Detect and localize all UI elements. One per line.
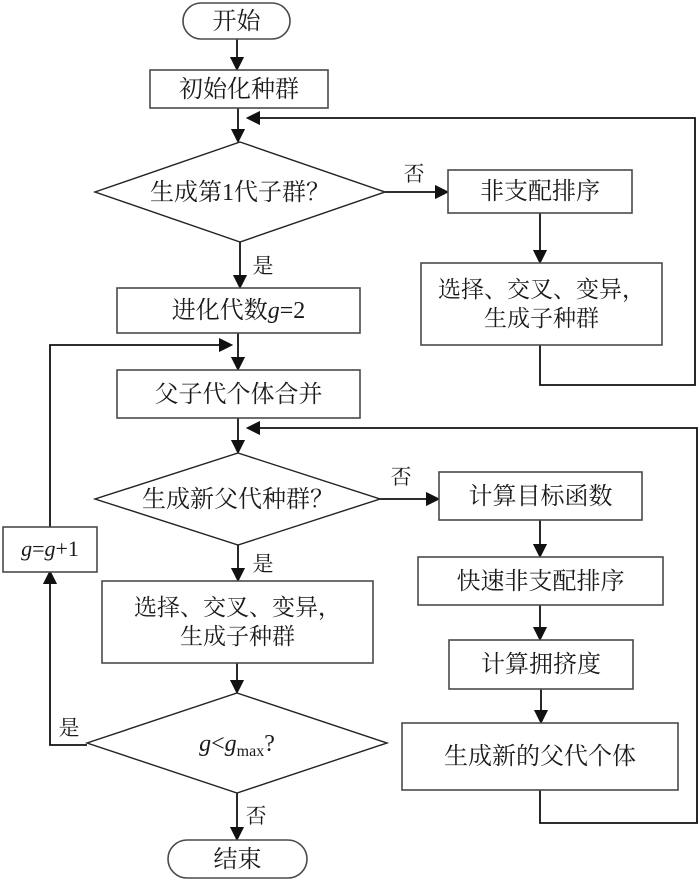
node-new-parent-individuals bbox=[402, 723, 678, 790]
scm-mid-label-line1: 选择、交叉、变异， bbox=[134, 595, 341, 620]
crowding-distance-label: 计算拥挤度 bbox=[481, 652, 601, 678]
node-g-increment bbox=[3, 527, 97, 572]
node-crowding-distance bbox=[449, 640, 633, 689]
g-max-subscript: max bbox=[236, 743, 265, 760]
scm-right-label-line2: 生成子种群 bbox=[484, 306, 599, 331]
scm-mid-shape bbox=[102, 581, 373, 663]
decision-first-generation-label: 生成第1代子群？ bbox=[150, 180, 330, 206]
node-merge-parent-child bbox=[117, 370, 360, 418]
merge-parent-child-label: 父子代个体合并 bbox=[154, 382, 323, 408]
node-evolution-generation bbox=[117, 288, 360, 333]
g-increment-label bbox=[21, 536, 79, 561]
objective-function-label: 计算目标函数 bbox=[468, 484, 613, 510]
scm-right-shape bbox=[421, 263, 662, 345]
g-increment-eq: = bbox=[32, 536, 45, 561]
g-max-v2: g bbox=[224, 731, 237, 757]
g-increment-tail: +1 bbox=[55, 536, 79, 561]
decision-g-max bbox=[87, 693, 387, 793]
evolution-generation-prefix: 进化代数 bbox=[171, 298, 268, 324]
node-start bbox=[183, 3, 290, 39]
edge-label-no-2: 否 bbox=[390, 465, 412, 489]
decision-new-parent-population bbox=[95, 453, 380, 545]
node-nondominated-sort bbox=[448, 170, 632, 213]
node-selection-crossover-mutation-right bbox=[421, 263, 662, 345]
decision-first-generation bbox=[95, 142, 385, 242]
start-label: 开始 bbox=[212, 9, 261, 35]
node-selection-crossover-mutation-mid bbox=[102, 581, 373, 663]
g-max-question: ? bbox=[264, 731, 275, 757]
edge-label-yes-3: 是 bbox=[58, 716, 80, 740]
edge-label-yes-2: 是 bbox=[252, 552, 274, 576]
decision-new-parent-label: 生成新父代种群？ bbox=[142, 487, 334, 513]
fast-nondominated-sort-label: 快速非支配排序 bbox=[456, 569, 625, 595]
nondominated-sort-label: 非支配排序 bbox=[480, 179, 600, 205]
node-fast-nondominated-sort bbox=[418, 557, 663, 605]
node-end bbox=[168, 840, 307, 878]
evolution-generation-suffix: =2 bbox=[279, 298, 306, 324]
evolution-generation-label bbox=[172, 297, 306, 324]
end-label: 结束 bbox=[213, 847, 262, 873]
edge-label-no-3: 否 bbox=[245, 804, 267, 828]
node-objective-function bbox=[439, 472, 642, 520]
g-max-v1: g bbox=[199, 731, 212, 757]
evolution-generation-var: g bbox=[267, 298, 280, 324]
scm-mid-label-line2: 生成子种群 bbox=[180, 624, 295, 649]
scm-right-label-line1: 选择、交叉、变异， bbox=[438, 277, 645, 302]
edge-label-yes-1: 是 bbox=[252, 254, 274, 278]
new-parent-individuals-label: 生成新的父代个体 bbox=[444, 744, 636, 770]
edge-label-no-1: 否 bbox=[403, 162, 425, 186]
node-init-population bbox=[150, 70, 328, 108]
edges bbox=[50, 39, 697, 839]
g-increment-v2: g bbox=[44, 536, 56, 561]
init-population-label: 初始化种群 bbox=[179, 77, 299, 103]
g-increment-v1: g bbox=[21, 536, 33, 561]
g-max-op: < bbox=[211, 731, 225, 757]
